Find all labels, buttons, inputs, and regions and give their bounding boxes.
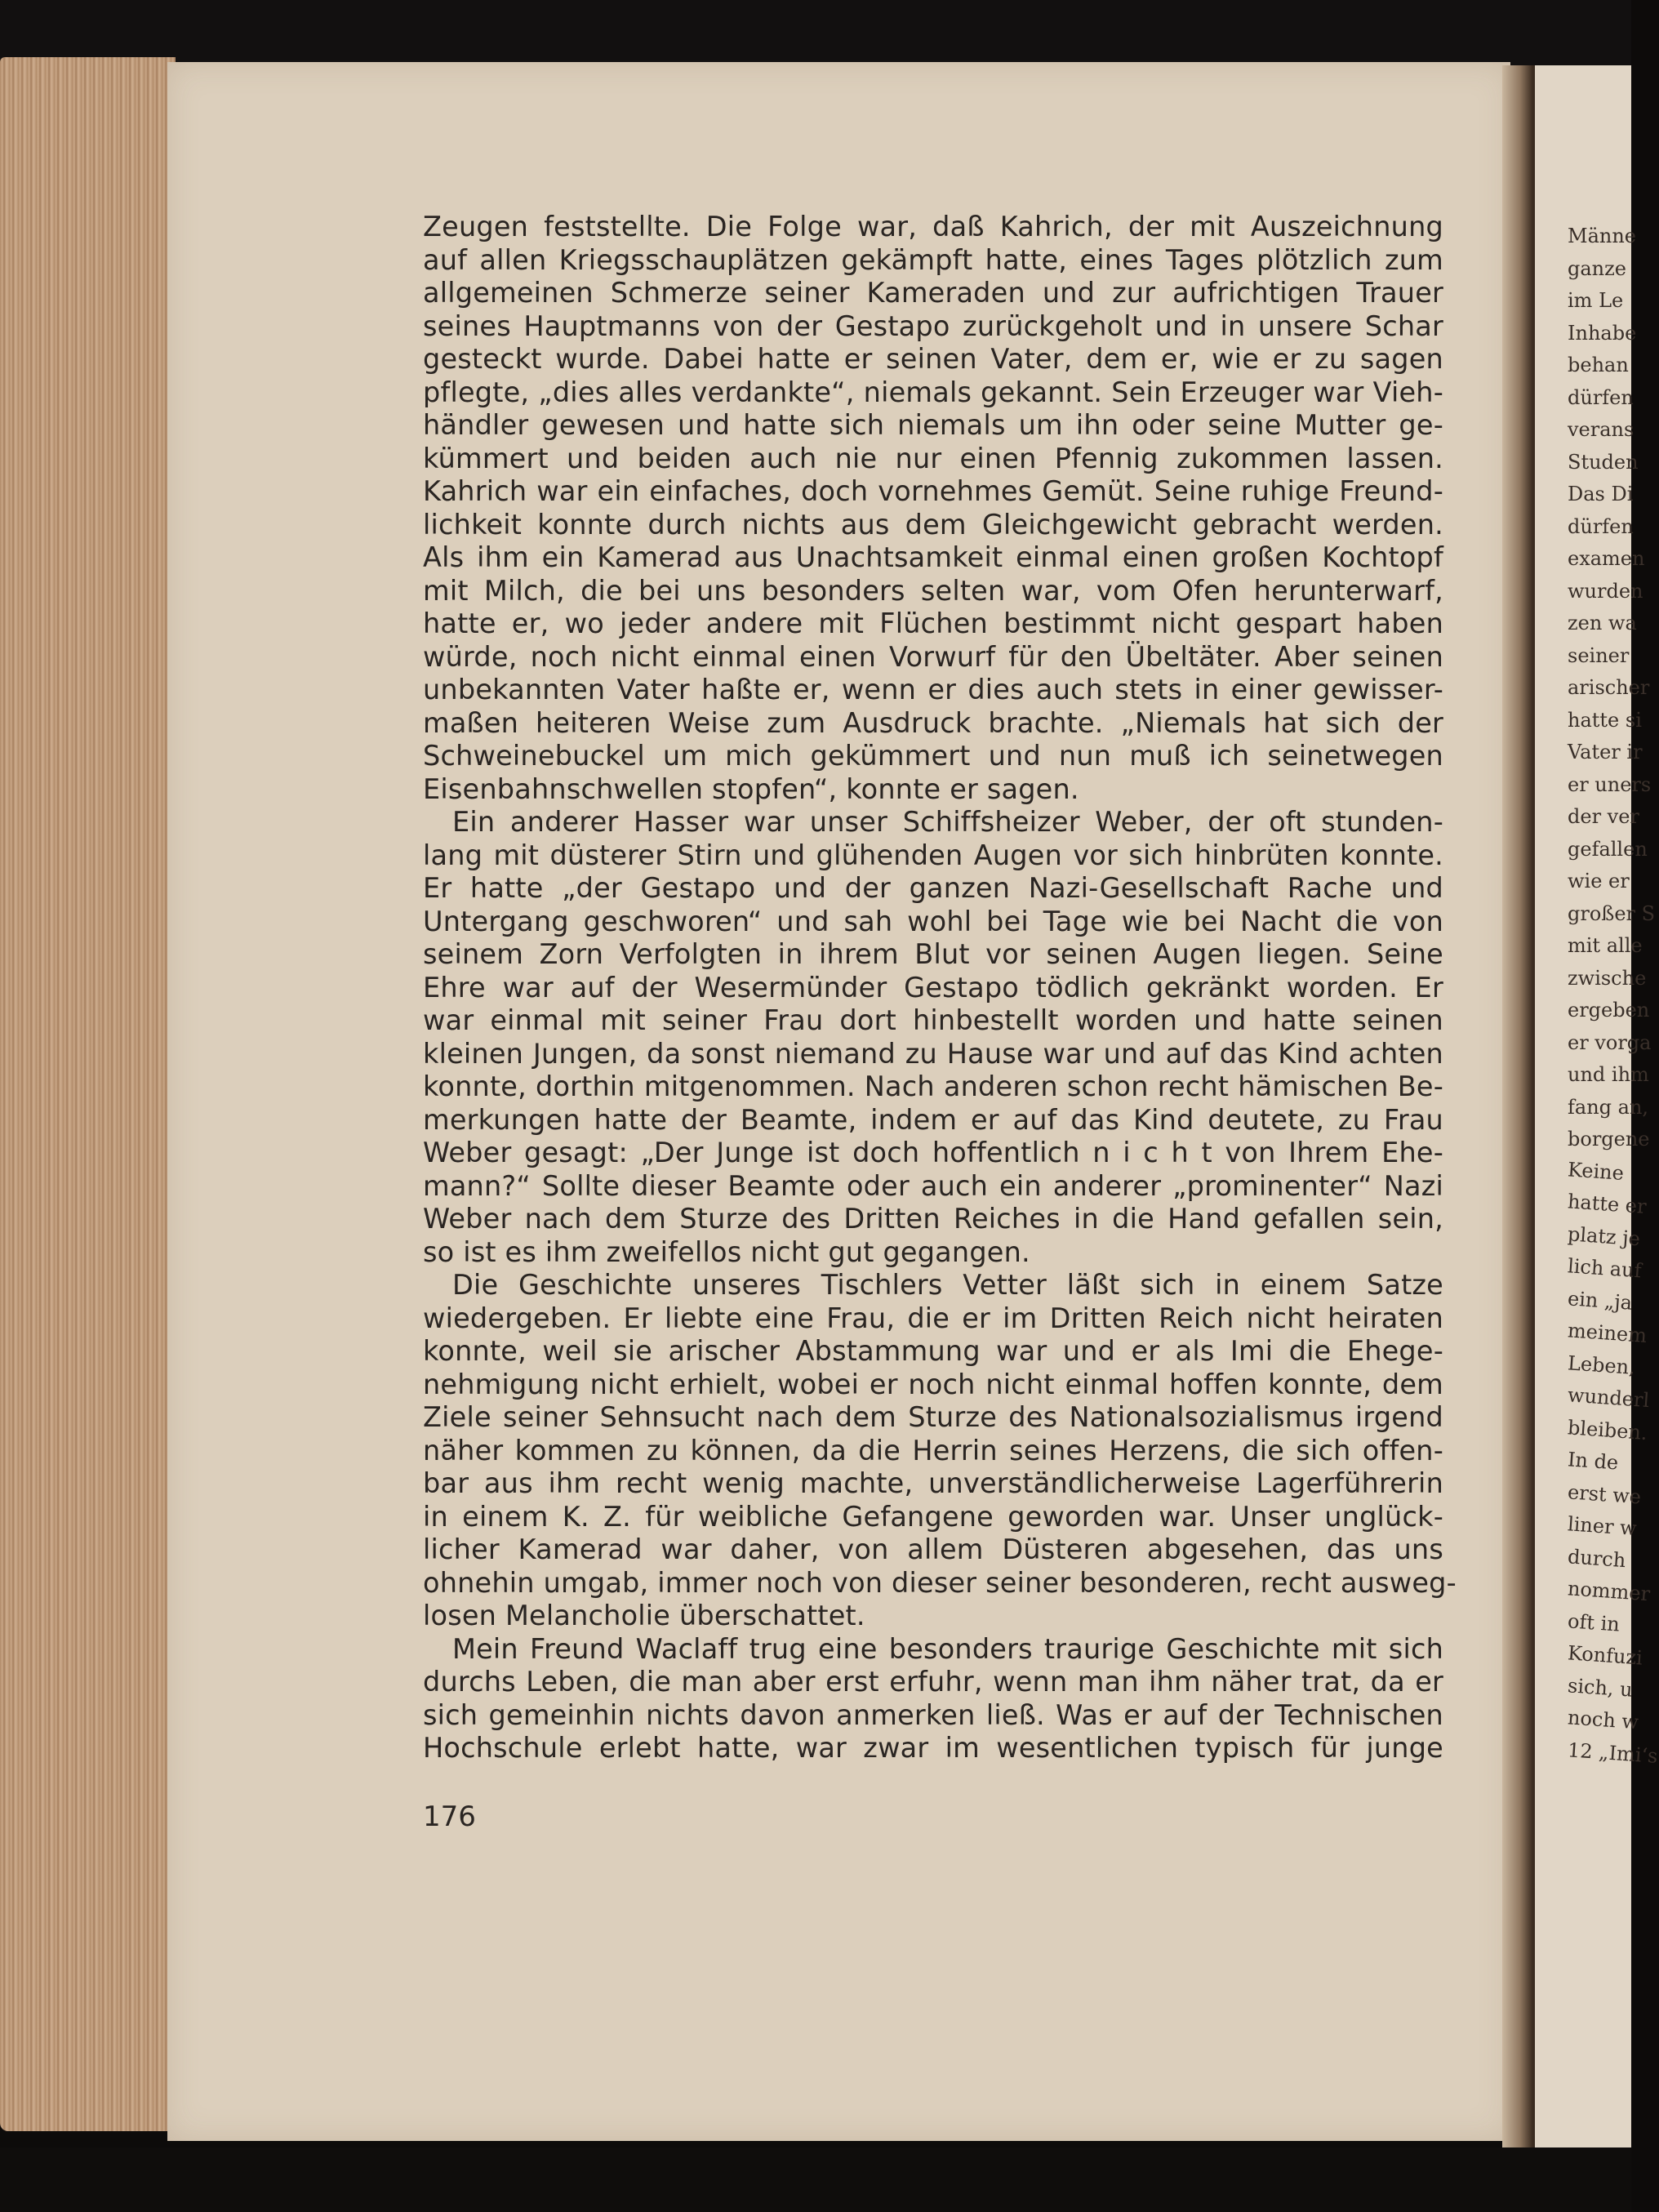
text-line: Ehre war auf der Wesermünder Gestapo tödlich gekränkt worden. Er bbox=[423, 971, 1443, 1004]
facing-page-line-fragment: Inhabe bbox=[1568, 321, 1637, 345]
facing-page-line-fragment: dürfen bbox=[1568, 514, 1634, 538]
text-line: wiedergeben. Er liebte eine Frau, die er im Dritten Reich nicht heiraten bbox=[423, 1302, 1443, 1334]
text-line: hatte er, wo jeder andere mit Flüchen bestimmt nicht gespart haben bbox=[423, 608, 1443, 639]
text-line: Kahrich war ein einfaches, doch vornehmes Gemüt. Seine ruhige Freund- bbox=[423, 475, 1443, 507]
facing-page-line-fragment: ganze bbox=[1568, 256, 1626, 280]
text-line: so ist es ihm zweifellos nicht gut gegangen. bbox=[423, 1235, 1030, 1268]
facing-page-line-fragment: mit alle bbox=[1568, 934, 1643, 957]
text-line: maßen heiteren Weise zum Ausdruck brachte. „Niemals hat sich der bbox=[423, 706, 1443, 739]
facing-page-line-fragment: erst we bbox=[1567, 1480, 1642, 1508]
text-line: nehmigung nicht erhielt, wobei er noch nicht einmal hoffen konnte, dem bbox=[423, 1368, 1443, 1400]
text-line: pflegte, „dies alles verdankte“, niemals gekannt. Sein Erzeuger war Vieh- bbox=[423, 376, 1443, 408]
facing-page-line-fragment: er uners bbox=[1568, 772, 1652, 796]
facing-page-line-fragment: ergeben bbox=[1568, 999, 1650, 1021]
facing-page-line-fragment: In de bbox=[1567, 1448, 1620, 1475]
text-line: seinem Zorn Verfolgten in ihrem Blut vor seinen Augen liegen. Seine bbox=[423, 938, 1443, 970]
text-line: konnte, weil sie arischer Abstammung war und er als Imi die Ehege- bbox=[423, 1335, 1443, 1367]
text-line: seines Hauptmanns von der Gestapo zurückgeholt und in unsere Schar bbox=[423, 309, 1443, 342]
text-line: durchs Leben, die man aber erst erfuhr, wenn man ihm näher trat, da er bbox=[423, 1666, 1443, 1698]
facing-page-line-fragment: lich auf bbox=[1567, 1254, 1643, 1283]
facing-page-line-fragment: wie er bbox=[1568, 870, 1630, 892]
text-line: lichkeit konnte durch nichts aus dem Gleichgewicht gebracht werden. bbox=[423, 508, 1443, 541]
page-number: 176 bbox=[423, 1800, 476, 1833]
facing-page-line-fragment: borgene bbox=[1568, 1128, 1650, 1151]
text-line: gesteckt wurde. Dabei hatte er seinen Vater, dem er, wie er zu sagen bbox=[423, 343, 1443, 375]
facing-page-line-fragment: examen bbox=[1568, 547, 1645, 570]
text-line: händler gewesen und hatte sich niemals um ihn oder seine Mutter ge- bbox=[423, 409, 1443, 441]
facing-page-line-fragment: im Le bbox=[1568, 289, 1624, 312]
text-line: mann?“ Sollte dieser Beamte oder auch ein anderer „prominenter“ Nazi bbox=[423, 1169, 1443, 1202]
text-line: Untergang geschworen“ und sah wohl bei Tage wie bei Nacht die von bbox=[423, 905, 1443, 937]
text-line: Ziele seiner Sehnsucht nach dem Sturze des Nationalsozialismus irgend bbox=[423, 1401, 1443, 1433]
facing-page-line-fragment: zwische bbox=[1568, 966, 1647, 990]
facing-page-line-fragment: Vater ir bbox=[1568, 741, 1643, 763]
text-line: Ein anderer Hasser war unser Schiffsheizer Weber, der oft stunden- bbox=[452, 806, 1443, 838]
text-line: würde, noch nicht einmal einen Vorwurf für den Übeltäter. Aber seinen bbox=[423, 640, 1443, 673]
facing-page-line-fragment: Studen bbox=[1568, 450, 1639, 474]
text-line: Als ihm ein Kamerad aus Unachtsamkeit einmal einen großen Kochtopf bbox=[423, 541, 1443, 573]
text-line: sich gemeinhin nichts davon anmerken ließ. Was er auf der Technischen bbox=[423, 1698, 1443, 1731]
text-line: merkungen hatte der Beamte, indem er auf das Kind deutete, zu Frau bbox=[423, 1103, 1443, 1136]
facing-page-line-fragment: oft in bbox=[1567, 1609, 1621, 1636]
text-line: kümmert und beiden auch nie nur einen Pfennig zukommen lassen. bbox=[423, 442, 1443, 474]
facing-page-line-fragment: verans bbox=[1568, 418, 1635, 441]
text-line: konnte, dorthin mitgenommen. Nach anderen schon recht hämischen Be- bbox=[423, 1070, 1443, 1102]
text-line: Eisenbahnschwellen stopfen“, konnte er sagen. bbox=[423, 772, 1079, 805]
facing-page-line-fragment: Leben, bbox=[1567, 1351, 1636, 1379]
facing-page-line-fragment: hatte si bbox=[1568, 708, 1642, 732]
facing-page-text-fragments bbox=[1567, 220, 1659, 1769]
facing-page-line-fragment: platz je bbox=[1567, 1222, 1641, 1250]
facing-page-line-fragment: der ver bbox=[1568, 805, 1639, 828]
text-line: auf allen Kriegsschauplätzen gekämpft hatte, eines Tages plötzlich zum bbox=[423, 243, 1443, 276]
body-text bbox=[423, 211, 1457, 1765]
text-line: näher kommen zu können, da die Herrin seines Herzens, die sich offen- bbox=[423, 1434, 1443, 1467]
facing-page-line-fragment: behan bbox=[1568, 354, 1629, 376]
facing-page-line-fragment: und ihm bbox=[1568, 1063, 1649, 1086]
facing-page-line-fragment: wurden bbox=[1568, 579, 1643, 603]
facing-page-line-fragment: zen wa bbox=[1568, 612, 1637, 634]
text-line: Hochschule erlebt hatte, war zwar im wesentlichen typisch für junge bbox=[423, 1732, 1443, 1764]
facing-page-line-fragment: nommer bbox=[1567, 1577, 1651, 1606]
text-line: in einem K. Z. für weibliche Gefangene geworden war. Unser unglück- bbox=[423, 1500, 1443, 1533]
scan-top-border bbox=[0, 0, 1631, 65]
text-line: Die Geschichte unseres Tischlers Vetter läßt sich in einem Satze bbox=[452, 1269, 1443, 1301]
facing-page-line-fragment: durch bbox=[1567, 1544, 1627, 1572]
text-line: kleinen Jungen, da sonst niemand zu Hause war und auf das Kind achten bbox=[423, 1037, 1443, 1070]
facing-page-line-fragment: Konfuzi bbox=[1567, 1641, 1643, 1670]
text-line: lang mit düsterer Stirn und glühenden Augen vor sich hinbrüten konnte. bbox=[423, 839, 1443, 871]
scan-bottom-border bbox=[0, 2147, 1631, 2212]
facing-page-line-fragment: gefallen bbox=[1568, 837, 1648, 861]
text-line: Zeugen feststellte. Die Folge war, daß Kahrich, der mit Auszeichnung bbox=[423, 211, 1443, 243]
text-line: Mein Freund Waclaff trug eine besonders traurige Geschichte mit sich bbox=[452, 1632, 1443, 1665]
facing-page-line-fragment: er vorga bbox=[1568, 1030, 1652, 1054]
facing-page-line-fragment: bleiben. bbox=[1567, 1415, 1648, 1444]
facing-page-line-fragment: hatte er bbox=[1567, 1190, 1648, 1218]
facing-page-line-fragment: 12 „Imi‘s bbox=[1567, 1738, 1659, 1768]
text-line: Weber nach dem Sturze des Dritten Reiches in die Hand gefallen sein, bbox=[423, 1203, 1443, 1235]
facing-page-line-fragment: Männe bbox=[1568, 225, 1636, 247]
text-line: Schweinebuckel um mich gekümmert und nun muß ich seinetwegen bbox=[423, 740, 1443, 772]
facing-page-line-fragment: sich, u bbox=[1567, 1673, 1634, 1702]
text-line: Weber gesagt: „Der Junge ist doch hoffentlich n i c h t von Ihrem Ehe- bbox=[423, 1137, 1443, 1168]
facing-page-line-fragment: noch w bbox=[1567, 1706, 1639, 1734]
facing-page-line-fragment: großer S bbox=[1568, 901, 1656, 925]
facing-page-line-fragment: dürfen bbox=[1568, 385, 1634, 409]
text-line: war einmal mit seiner Frau dort hinbestellt worden und hatte seinen bbox=[423, 1004, 1443, 1036]
text-line: mit Milch, die bei uns besonders selten war, vom Ofen herunterwarf, bbox=[423, 574, 1443, 607]
facing-page-line-fragment: arischer bbox=[1568, 676, 1650, 699]
facing-page-line-fragment: wunderl bbox=[1567, 1383, 1651, 1413]
facing-page-line-fragment: seiner bbox=[1568, 643, 1630, 667]
text-line: allgemeinen Schmerze seiner Kameraden und zur aufrichtigen Trauer bbox=[423, 277, 1443, 309]
facing-page-line-fragment: fang an, bbox=[1568, 1095, 1649, 1119]
facing-page-line-fragment: Keine bbox=[1567, 1157, 1625, 1185]
text-line: losen Melancholie überschattet. bbox=[423, 1600, 865, 1631]
facing-page-line-fragment: liner w bbox=[1567, 1512, 1638, 1541]
facing-page-line-fragment: Das Di bbox=[1568, 483, 1634, 505]
text-line: unbekannten Vater haßte er, wenn er dies auch stets in einer gewisser- bbox=[423, 674, 1443, 705]
facing-page-line-fragment: ein „ja bbox=[1567, 1286, 1634, 1315]
text-line: bar aus ihm recht wenig machte, unverständlicherweise Lagerführerin bbox=[423, 1467, 1443, 1499]
facing-page-line-fragment: meinem bbox=[1567, 1319, 1648, 1347]
text-line: licher Kamerad war daher, von allem Düsteren abgesehen, das uns bbox=[423, 1533, 1443, 1565]
text-line: ohnehin umgab, immer noch von dieser seiner besonderen, recht ausweg- bbox=[423, 1566, 1457, 1599]
text-line: Er hatte „der Gestapo und der ganzen Nazi-Gesellschaft Rache und bbox=[423, 872, 1443, 904]
book-page-edges bbox=[0, 57, 176, 2131]
